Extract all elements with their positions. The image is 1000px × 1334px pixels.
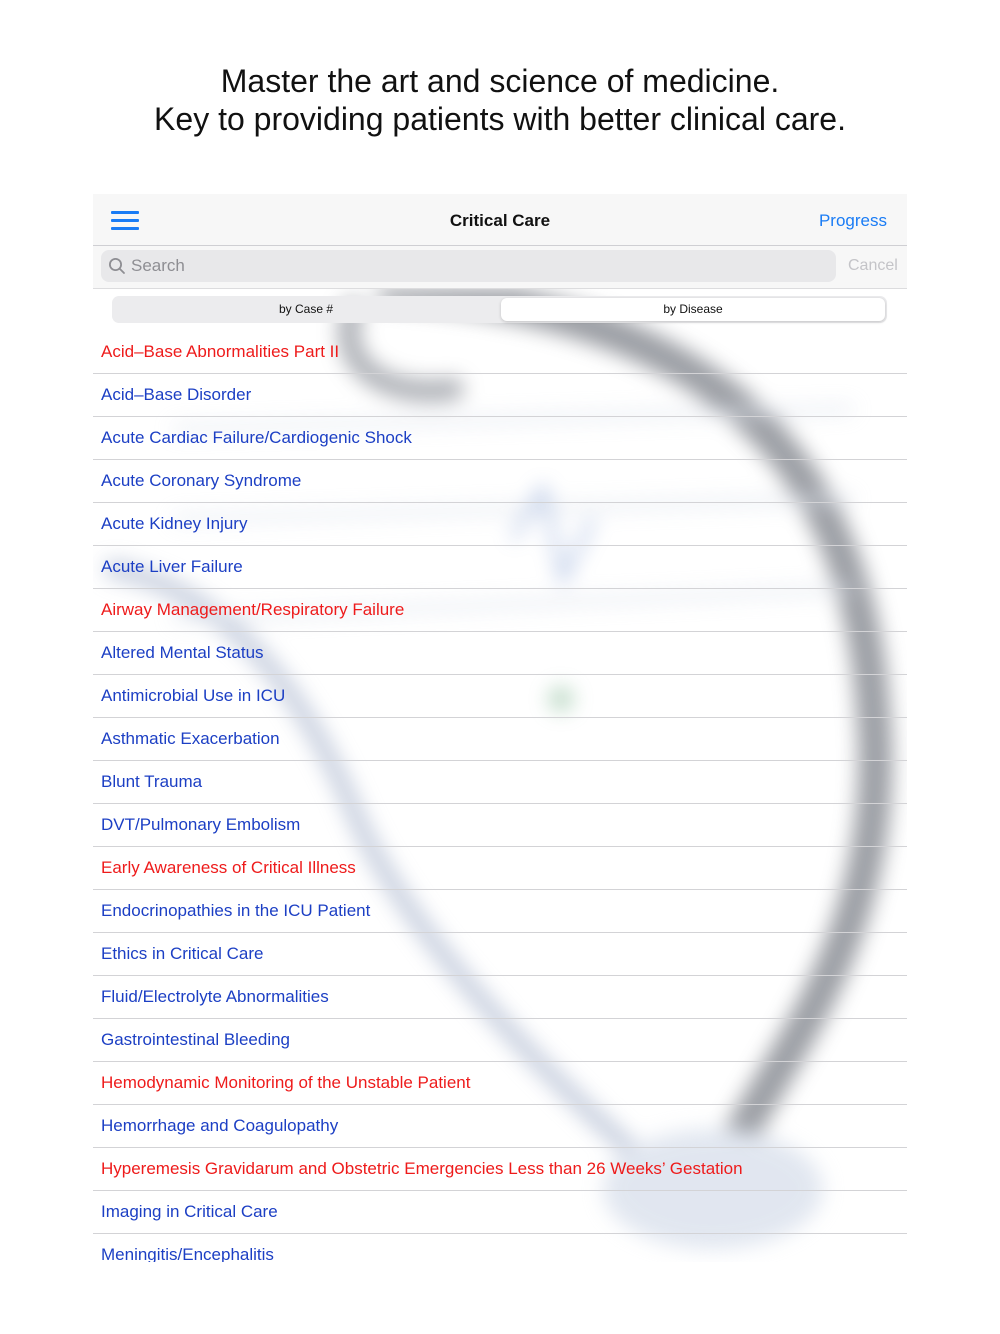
list-item-label: Endocrinopathies in the ICU Patient xyxy=(101,901,371,920)
list-item-label: Gastrointestinal Bleeding xyxy=(101,1030,291,1049)
search-field[interactable] xyxy=(101,250,836,282)
list-item-label: Hyperemesis Gravidarum and Obstetric Emergencies Less than 26 Weeks’ Gestation xyxy=(101,1159,743,1178)
search-bar xyxy=(93,246,907,289)
list-item-label: Blunt Trauma xyxy=(101,772,203,791)
list-item[interactable] xyxy=(93,503,907,546)
list-item[interactable] xyxy=(93,331,907,374)
list-item-label: Acid–Base Abnormalities Part II xyxy=(101,342,340,361)
list-item-label: Meningitis/Encephalitis xyxy=(101,1245,274,1262)
headline-line-1: Master the art and science of medicine. xyxy=(220,63,780,99)
list-item-label: Acute Cardiac Failure/Cardiogenic Shock xyxy=(101,428,412,447)
list-item[interactable] xyxy=(93,675,907,718)
list-item[interactable] xyxy=(93,632,907,675)
hamburger-menu-icon[interactable] xyxy=(111,209,141,231)
list-item[interactable] xyxy=(93,933,907,976)
list-item[interactable] xyxy=(93,718,907,761)
list-item[interactable] xyxy=(93,417,907,460)
list-item[interactable] xyxy=(93,589,907,632)
list-item-label: Acute Coronary Syndrome xyxy=(101,471,302,490)
topic-list xyxy=(93,331,907,1262)
list-item-label: Acid–Base Disorder xyxy=(101,385,252,404)
list-item[interactable] xyxy=(93,804,907,847)
list-item[interactable] xyxy=(93,761,907,804)
list-item-label: Asthmatic Exacerbation xyxy=(101,729,280,748)
list-item[interactable] xyxy=(93,546,907,589)
segment-by-disease[interactable]: by Disease xyxy=(501,298,885,321)
list-item[interactable] xyxy=(93,460,907,503)
list-item[interactable] xyxy=(93,374,907,417)
navigation-bar xyxy=(93,194,907,246)
progress-button[interactable]: Progress xyxy=(818,211,887,230)
list-item-label: Altered Mental Status xyxy=(101,643,264,662)
headline-line-2: Key to providing patients with better clinical care. xyxy=(154,101,846,137)
list-item-label: Imaging in Critical Care xyxy=(101,1202,278,1221)
list-item[interactable] xyxy=(93,1062,907,1105)
segment-by-case[interactable]: by Case # xyxy=(278,302,334,316)
app-screen xyxy=(93,194,907,1262)
list-item-label: Acute Kidney Injury xyxy=(101,514,248,533)
list-item-label: Hemodynamic Monitoring of the Unstable Patient xyxy=(101,1073,471,1092)
list-item-label: Acute Liver Failure xyxy=(101,557,243,576)
marketing-headline xyxy=(0,62,1000,138)
list-item-label: Airway Management/Respiratory Failure xyxy=(101,600,405,619)
list-item-label: DVT/Pulmonary Embolism xyxy=(101,815,301,834)
list-item-label: Early Awareness of Critical Illness xyxy=(101,858,356,877)
sort-segmented-control xyxy=(112,296,887,323)
list-item[interactable] xyxy=(93,1191,907,1234)
list-item[interactable] xyxy=(93,1234,907,1262)
list-item[interactable] xyxy=(93,1019,907,1062)
page-title: Critical Care xyxy=(449,211,551,230)
search-input[interactable] xyxy=(131,250,821,282)
list-item[interactable] xyxy=(93,1105,907,1148)
list-item-label: Hemorrhage and Coagulopathy xyxy=(101,1116,339,1135)
search-icon xyxy=(108,257,126,275)
list-item[interactable] xyxy=(93,847,907,890)
list-item[interactable] xyxy=(93,890,907,933)
list-item-label: Antimicrobial Use in ICU xyxy=(101,686,286,705)
cancel-button[interactable]: Cancel xyxy=(848,257,898,274)
list-item[interactable] xyxy=(93,976,907,1019)
list-item-label: Fluid/Electrolyte Abnormalities xyxy=(101,987,329,1006)
list-item[interactable] xyxy=(93,1148,907,1191)
list-item-label: Ethics in Critical Care xyxy=(101,944,264,963)
